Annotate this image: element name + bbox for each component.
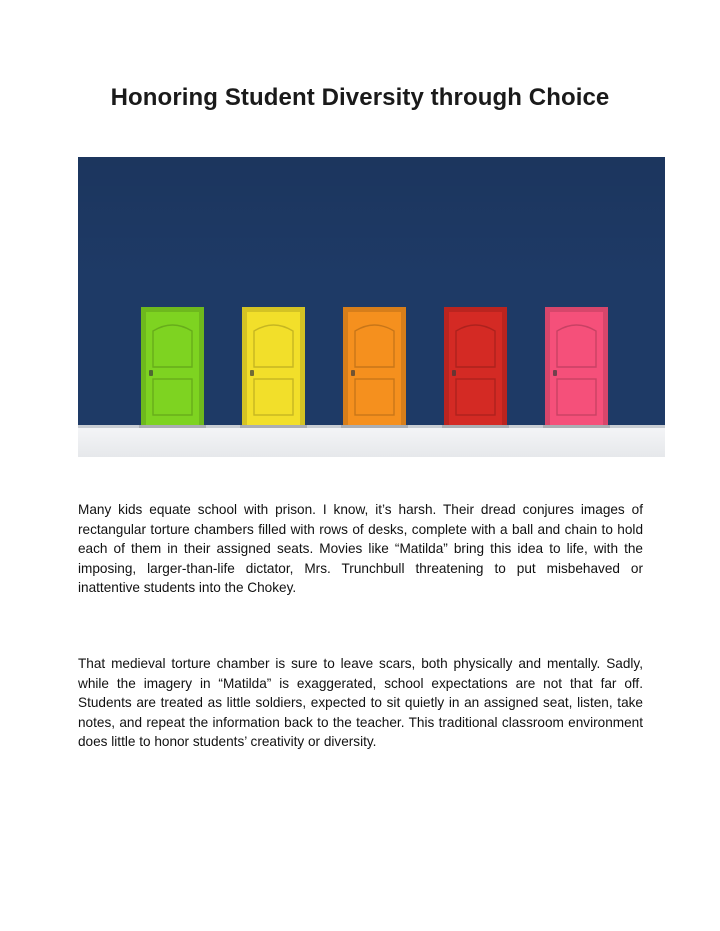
paragraph-1: Many kids equate school with prison. I know, it’s harsh. Their dread conjures images of rectangular torture chambers filled with rows of desks, complete with a ball and chain to hold each of them in their assigned seats. Movies like “Matilda” bring this idea to life, with the imposing, larger-than-life dictator, Mrs. Trunchbull threatening to put misbehaved or inattentive students into the Chokey. xyxy=(78,502,643,596)
orange-door xyxy=(341,307,408,428)
paragraph-2: That medieval torture chamber is sure to leave scars, both physically and mentally. Sadly, while the imagery in “Matilda” is exaggerated, school expectations are not that far off. Students are treated as little soldiers, expected to sit quietly in an assigned seat, listen, take notes, and repeat the information back to the teacher. This traditional classroom environment does little to honor students’ creativity or diversity. xyxy=(78,656,643,750)
white-floor xyxy=(78,427,665,457)
hero-image xyxy=(78,157,665,457)
red-door xyxy=(442,307,509,428)
pink-door xyxy=(543,307,610,428)
page-title: Honoring Student Diversity through Choice xyxy=(110,84,610,111)
green-door xyxy=(139,307,206,428)
yellow-door xyxy=(240,307,307,428)
doors-illustration xyxy=(78,157,665,457)
